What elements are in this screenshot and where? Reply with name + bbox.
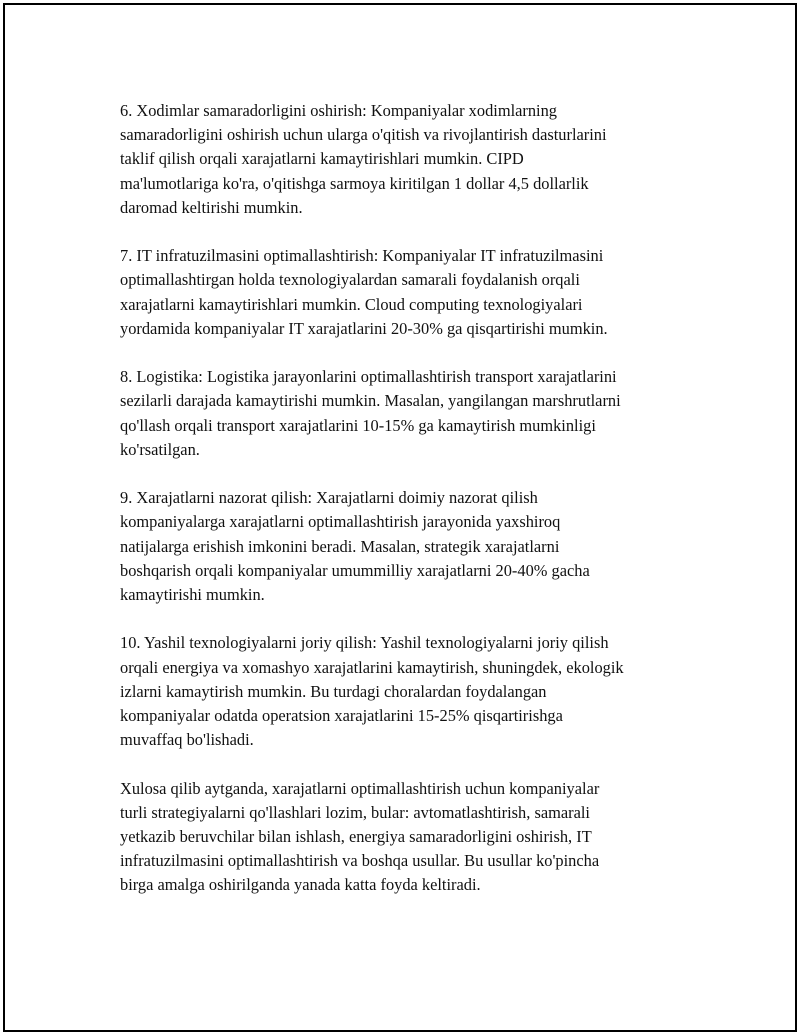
text-line: boshqarish orqali kompaniyalar umummilliy xarajatlarni 20-40% gacha xyxy=(120,560,590,580)
document-body xyxy=(120,99,700,922)
paragraph-employee-productivity xyxy=(120,99,700,220)
text-line: 8. Logistika: Logistika jarayonlarini optimallashtirish transport xarajatlarini xyxy=(120,367,617,387)
text-line: orqali energiya va xomashyo xarajatlarini kamaytirish, shuningdek, ekologik xyxy=(120,657,624,677)
text-line: izlarni kamaytirish mumkin. Bu turdagi choralardan foydalangan xyxy=(120,681,547,701)
document-page xyxy=(3,3,797,1032)
text-line: yordamida kompaniyalar IT xarajatlarini 20-30% ga qisqartirishi mumkin. xyxy=(120,318,608,338)
text-line: turli strategiyalarni qo'llashlari lozim, bular: avtomatlashtirish, samarali xyxy=(120,802,590,822)
text-line: optimallashtirgan holda texnologiyalardan samarali foydalanish orqali xyxy=(120,270,580,290)
text-line: birga amalga oshirilganda yanada katta foyda keltiradi. xyxy=(120,875,481,895)
text-line: 10. Yashil texnologiyalarni joriy qilish: Yashil texnologiyalarni joriy qilish xyxy=(120,633,609,653)
text-line: infratuzilmasini optimallashtirish va boshqa usullar. Bu usullar ko'pincha xyxy=(120,851,600,871)
paragraph-logistics xyxy=(120,365,700,462)
paragraph-green-technologies xyxy=(120,631,700,752)
text-line: ko'rsatilgan. xyxy=(120,439,200,459)
text-line: samaradorligini oshirish uchun ularga o'qitish va rivojlantirish dasturlarini xyxy=(120,125,607,145)
text-line: daromad keltirishi mumkin. xyxy=(120,197,303,217)
paragraph-cost-control xyxy=(120,486,700,607)
text-line: kompaniyalarga xarajatlarni optimallashtirish jarayonida yaxshiroq xyxy=(120,512,561,532)
text-line: Xulosa qilib aytganda, xarajatlarni optimallashtirish uchun kompaniyalar xyxy=(120,778,600,798)
text-line: kompaniyalar odatda operatsion xarajatlarini 15-25% qisqartirishga xyxy=(120,706,563,726)
text-line: 6. Xodimlar samaradorligini oshirish: Kompaniyalar xodimlarning xyxy=(120,101,558,120)
paragraph-it-infrastructure xyxy=(120,244,700,341)
text-line: kamaytirishi mumkin. xyxy=(120,585,265,605)
text-line: natijalarga erishish imkonini beradi. Masalan, strategik xarajatlarni xyxy=(120,536,560,556)
text-line: 7. IT infratuzilmasini optimallashtirish: Kompaniyalar IT infratuzilmasini xyxy=(120,246,604,266)
text-line: sezilarli darajada kamaytirishi mumkin. Masalan, yangilangan marshrutlarni xyxy=(120,391,621,411)
text-line: ma'lumotlariga ko'ra, o'qitishga sarmoya kiritilgan 1 dollar 4,5 dollarlik xyxy=(120,173,589,193)
text-line: xarajatlarni kamaytirishlari mumkin. Cloud computing texnologiyalari xyxy=(120,294,583,314)
text-line: qo'llash orqali transport xarajatlarini 10-15% ga kamaytirish mumkinligi xyxy=(120,415,596,435)
text-line: yetkazib beruvchilar bilan ishlash, energiya samaradorligini oshirish, IT xyxy=(120,827,592,847)
text-line: 9. Xarajatlarni nazorat qilish: Xarajatlarni doimiy nazorat qilish xyxy=(120,488,538,508)
paragraph-conclusion xyxy=(120,777,700,898)
text-line: muvaffaq bo'lishadi. xyxy=(120,730,254,750)
text-line: taklif qilish orqali xarajatlarni kamaytirishlari mumkin. CIPD xyxy=(120,149,524,169)
